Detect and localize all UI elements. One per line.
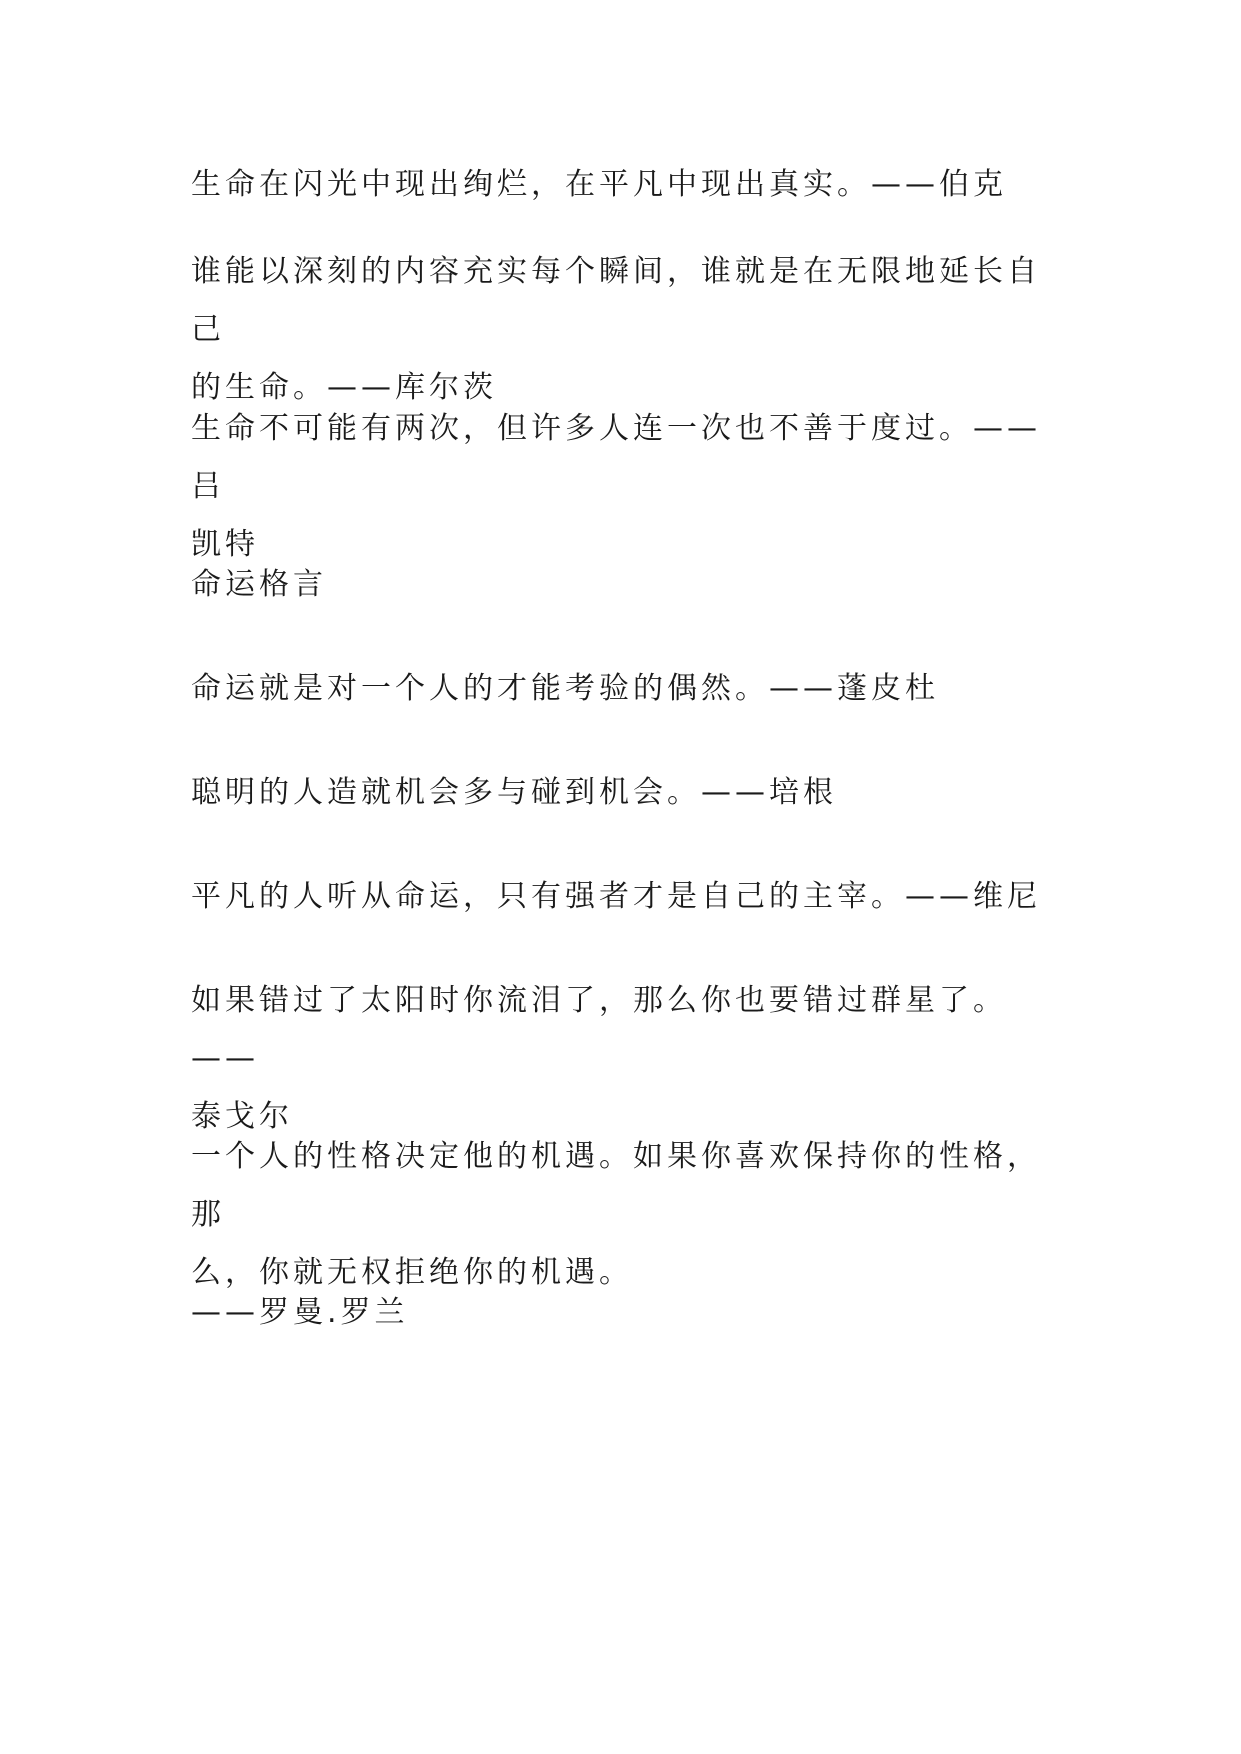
quote-tagore: 如果错过了太阳时你流泪了，那么你也要错过群星了。—— 泰戈尔 (191, 983, 1007, 1134)
quote-rolland-attribution: ——罗曼.罗兰 (191, 1295, 409, 1330)
quote-kurz: 谁能以深刻的内容充实每个瞬间，谁就是在无限地延长自己 的生命。——库尔茨 (191, 254, 1041, 405)
quote-bacon: 聪明的人造就机会多与碰到机会。——培根 (191, 775, 837, 810)
quote-rueckert: 生命不可能有两次，但许多人连一次也不善于度过。——吕 凯特 (191, 411, 1041, 562)
section-heading-fate: 命运格言 (191, 567, 327, 602)
quote-burke: 生命在闪光中现出绚烂，在平凡中现出真实。——伯克 (191, 167, 1007, 202)
quote-vigny: 平凡的人听从命运，只有强者才是自己的主宰。——维尼 (191, 879, 1041, 914)
quote-rolland-text: 一个人的性格决定他的机遇。如果你喜欢保持你的性格，那 么，你就无权拒绝你的机遇。 (191, 1139, 1041, 1290)
quote-pompidou: 命运就是对一个人的才能考验的偶然。——蓬皮杜 (191, 671, 939, 706)
